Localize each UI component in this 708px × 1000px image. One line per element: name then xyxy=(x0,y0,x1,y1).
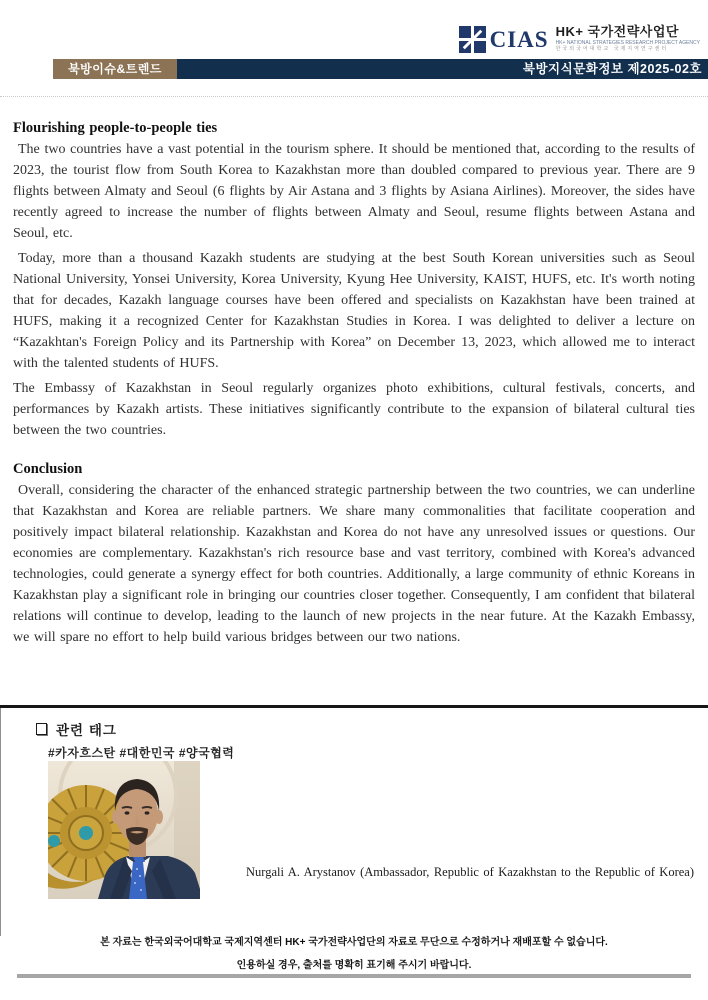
section-people-ties xyxy=(13,118,695,441)
org-subtitle-ko: 한국외국어대학교 국제지역연구센터 xyxy=(555,46,669,52)
section-conclusion xyxy=(13,459,695,648)
section-heading: Flourishing people-to-people ties xyxy=(13,120,218,136)
section-heading: Conclusion xyxy=(13,461,83,477)
footer-citation-note: 인용하실 경우, 출처를 명확히 표기해 주시기 바랍니다. xyxy=(236,960,472,971)
paragraph: Overall, considering the character of the enhanced strategic partnership between the two countries, we can underline that Kazakhstan and Korea are reliable partners. We share many commonalities that facilitate cooperation and positively impact bilateral relationship. Kazakhstan and Korea do not have any unresolved issues or questions. Our economies are complementary. Kazakhstan's rich resource base and vast territory, combined with Korea's advanced technologies, could generate a synergy effect for both countries. Additionally, a large community of ethnic Koreans in Kazakhstan play a significant role in bringing our countries closer together. Consequently, I am confident that bilateral relations will continue to develop, leading to the launch of new projects in the near future. At the Kazakh Embassy, we will spare no effort to help build various bridges between our two nations. xyxy=(13,483,695,645)
photo-caption: Nurgali A. Arystanov (Ambassador, Republic of Kazakhstan to the Republic of Korea) xyxy=(246,865,694,879)
paragraph: The Embassy of Kazakhstan in Seoul regularly organizes photo exhibitions, cultural festivals, concerts, and performances by Kazakh artists. These initiatives significantly contribute to the expansion of bilateral cultural ties between the two countries. xyxy=(13,381,695,438)
ambassador-photo-image xyxy=(48,761,200,899)
article-body xyxy=(13,118,695,652)
cias-wordmark: CIAS xyxy=(489,27,549,52)
header-band xyxy=(0,59,708,79)
hashtag-list: #카자흐스탄 #대한민국 #양국협력 xyxy=(48,746,235,760)
tags-title-row xyxy=(36,719,117,739)
paragraph: Today, more than a thousand Kazakh students are studying at the best South Korean universities such as Seoul National University, Yonsei University, Korea University, Kyung Hee University, KAIST, HUFS, etc. It's worth noting that for decades, Kazakh language courses have been offered and specialists on Kazakhstan have been trained at HUFS, making it a recognized Center for Kazakhstan Studies in Korea. I was delighted to deliver a lecture on “Kazakhtan's Foreign Policy and its Partnership with Korea” on December 13, 2023, which allowed me to interact with the talented students of HUFS. xyxy=(13,251,695,371)
section-label: 북방이슈&트렌드 xyxy=(53,59,177,79)
square-bullet-icon xyxy=(36,723,47,735)
tags-title: 관련 태그 xyxy=(56,723,117,738)
org-logo xyxy=(459,24,700,53)
ambassador-photo xyxy=(48,761,200,899)
org-subtitle-en: HK+ NATIONAL STRATEGIES RESEARCH PROJECT AGENCY xyxy=(555,40,700,46)
footer-disclaimer: 본 자료는 한국외국어대학교 국제지역센터 HK+ 국가전략사업단의 자료로 무단으로 수정하거나 재배포할 수 없습니다. xyxy=(100,937,608,948)
issue-label: 북방지식문화정보 제2025-02호 xyxy=(177,59,708,79)
header-divider xyxy=(0,96,708,97)
related-tags-section xyxy=(0,705,708,941)
cias-pinwheel-icon xyxy=(459,26,486,53)
footer-bar xyxy=(17,974,691,978)
org-name: HK+ 국가전략사업단 xyxy=(555,24,679,39)
paragraph: The two countries have a vast potential in the tourism sphere. It should be mentioned that, according to the results of 2023, the tourist flow from South Korea to Kazakhstan more than doubled compared to previous year. There are 9 flights between Almaty and Seoul (6 flights by Air Astana and 3 flights by Asiana Airlines). Moreover, the sides have recently agreed to increase the number of flights between Almaty and Seoul, resume flights between Astana and Seoul, etc. xyxy=(13,142,695,241)
